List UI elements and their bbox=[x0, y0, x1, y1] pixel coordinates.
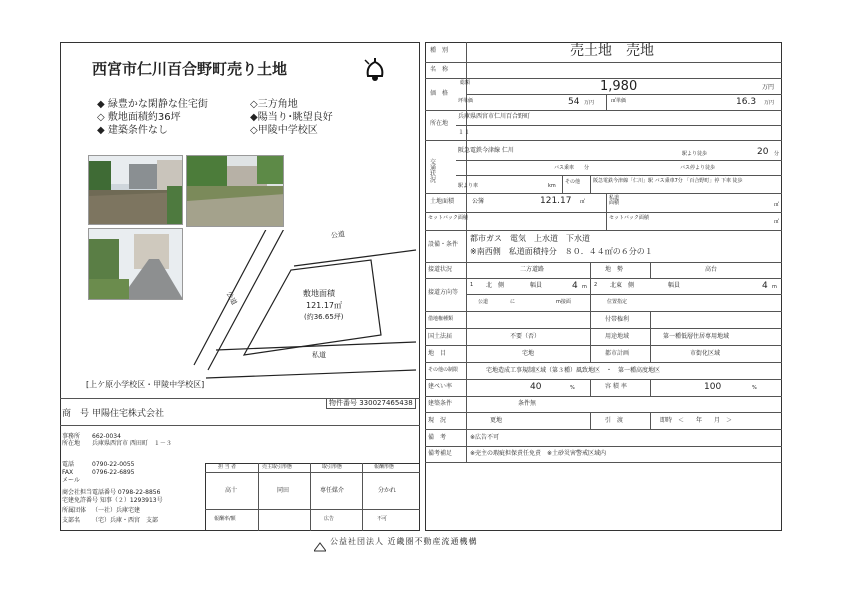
row-label-road-dir: 接道方向等 bbox=[428, 289, 459, 296]
tsubo-unit: 万円 bbox=[584, 100, 595, 106]
page-title: 西宮市仁川百合野町売り土地 bbox=[92, 60, 288, 78]
area-value: 121.17 bbox=[540, 196, 572, 206]
traffic-split bbox=[590, 175, 591, 193]
row-label-land-use: 国土法届 bbox=[428, 333, 453, 340]
coverage-split bbox=[650, 379, 651, 396]
road-label-top: 公道 bbox=[330, 230, 346, 240]
location-inner-rule bbox=[456, 125, 782, 126]
mail-label: メール bbox=[62, 477, 80, 484]
table-rule bbox=[425, 193, 782, 194]
far: 100 bbox=[704, 382, 722, 392]
delivery: 即時 ＜ 年 月 ＞ bbox=[660, 417, 733, 424]
price-unit: 万円 bbox=[762, 84, 775, 91]
company-name-label: 商 号 bbox=[62, 409, 90, 419]
rights-split bbox=[590, 311, 591, 345]
feature-item: ◇三方角地 bbox=[250, 99, 298, 110]
assoc-line: 商会社担当電話番号 0798-22-8856 bbox=[62, 489, 161, 496]
land-use-plan: 不要（否） bbox=[510, 333, 541, 340]
row-label-facility: 設備・条件 bbox=[428, 241, 459, 248]
staff-table bbox=[205, 463, 420, 531]
location-number: １１ bbox=[458, 129, 471, 136]
category-split bbox=[590, 345, 591, 362]
road-1-width: 4 bbox=[572, 281, 578, 291]
staff-bottom-label: 報酬率/額 bbox=[214, 516, 236, 522]
row-label-area: 土地面積 bbox=[430, 198, 455, 205]
staff-table-rule bbox=[362, 463, 363, 531]
office-label: 事務所 bbox=[62, 433, 81, 440]
access-split bbox=[590, 262, 591, 278]
row-label-status: 現 況 bbox=[428, 417, 447, 424]
table-rule bbox=[425, 311, 782, 312]
price-inner-rule bbox=[466, 94, 782, 95]
row-label-kind: 種 別 bbox=[430, 47, 449, 54]
road-2-width: 4 bbox=[762, 281, 768, 291]
row-label-location: 所在地 bbox=[430, 120, 449, 127]
area-unit: ㎡ bbox=[580, 199, 586, 205]
category-split bbox=[650, 345, 651, 362]
table-rule bbox=[425, 110, 782, 111]
feature-item: ◇甲陵中学校区 bbox=[250, 125, 318, 136]
walk-unit: 分 bbox=[774, 151, 780, 157]
road-1-no: 1 bbox=[470, 282, 474, 288]
use-zone: 第一種低層住居専用地域 bbox=[663, 333, 730, 340]
bell-logo-icon bbox=[360, 56, 390, 86]
right-label-col bbox=[466, 42, 467, 462]
feature-item: ◆ 緑豊かな閑静な住宅街 bbox=[97, 99, 208, 110]
table-rule bbox=[425, 278, 782, 279]
city-plan-label: 都市計画 bbox=[605, 350, 630, 357]
row-label-traffic: 交通状況 bbox=[430, 159, 437, 184]
staff-header: 取引形態 bbox=[322, 464, 343, 470]
feature-item: ◇ 敷地面積約36坪 bbox=[97, 112, 181, 123]
branch-label: 支部名 bbox=[62, 517, 81, 524]
feature-item: ◆陽当り･眺望良好 bbox=[250, 112, 333, 123]
status: 更地 bbox=[490, 417, 503, 424]
road-label-left: 公道 bbox=[224, 290, 239, 307]
traffic-inner-rule bbox=[456, 175, 782, 176]
other-text: 阪急電鉄今津線「仁川」駅 バス乗車7分 「百合野町」停 下車 徒歩 bbox=[593, 178, 743, 184]
status-split bbox=[650, 412, 651, 429]
private-road-label: 私道面積 bbox=[609, 195, 620, 206]
staff-bottom-label: 不可 bbox=[377, 516, 388, 522]
staff-bottom-label: 広告 bbox=[324, 516, 335, 522]
price-sub-label: 総額 bbox=[460, 80, 471, 86]
footer-org: 公益社団法人 近畿圏不動産流通機構 bbox=[330, 537, 478, 546]
train-line: 阪急電鉄今津線 仁川 bbox=[458, 147, 514, 154]
category: 宅地 bbox=[522, 350, 535, 357]
table-rule bbox=[425, 262, 782, 263]
tsubo-price: 54 bbox=[568, 97, 580, 107]
rights-label: 付帯権利 bbox=[605, 316, 630, 323]
table-rule bbox=[425, 412, 782, 413]
area-split bbox=[606, 193, 607, 230]
row-label-access: 接道状況 bbox=[428, 266, 453, 273]
map-area-label: 敷地面積 bbox=[303, 289, 335, 298]
footer-logo-icon bbox=[314, 537, 326, 547]
staff-value: 同田 bbox=[277, 487, 290, 494]
staff-value: 分かれ bbox=[378, 487, 397, 494]
table-rule bbox=[425, 429, 782, 430]
notes2: ※売主の瑕疵担保責任免責 ※土砂災害警戒区域内 bbox=[470, 450, 607, 457]
road-2-no: 2 bbox=[594, 282, 598, 288]
facility-line-2: ※南西側 私道面積持分 ８０．４４㎡の６分の１ bbox=[470, 247, 653, 256]
road-contact: m接面 bbox=[556, 299, 571, 305]
tel-label: 電話 bbox=[62, 461, 75, 468]
sqm-label: ㎡単価 bbox=[611, 98, 627, 104]
school-note: [上ケ原小学校区・甲陵中学校区] bbox=[86, 380, 205, 389]
table-rule bbox=[425, 362, 782, 363]
delivery-label: 引 渡 bbox=[605, 417, 624, 424]
table-rule bbox=[425, 379, 782, 380]
access: 二方道路 bbox=[520, 266, 545, 273]
company-divider bbox=[60, 425, 420, 426]
terrain: 高台 bbox=[705, 266, 718, 273]
setback2-unit: ㎡ bbox=[774, 219, 780, 225]
address: 兵庫県西宮市 西田町 １－３ bbox=[92, 440, 172, 447]
position-label: 位置指定 bbox=[607, 299, 628, 305]
row-label-price: 価 格 bbox=[430, 90, 449, 97]
features-col2 bbox=[250, 98, 333, 137]
other-label: その他 bbox=[565, 179, 581, 185]
city-plan: 市街化区域 bbox=[690, 350, 721, 357]
office-postal: 662-0034 bbox=[92, 433, 121, 440]
property-kind: 売土地 売地 bbox=[570, 43, 654, 59]
branch: （宅）兵庫・西宮 支部 bbox=[92, 517, 159, 524]
company-name: 甲陽住宅株式会社 bbox=[92, 409, 165, 419]
price-split bbox=[606, 94, 607, 110]
bus-stop-label: バス停より徒歩 bbox=[680, 165, 716, 171]
staff-header: 売主取引形態 bbox=[262, 464, 293, 470]
station-car-label: 駅より車 bbox=[458, 183, 479, 189]
traffic-inner-rule bbox=[456, 160, 782, 161]
table-rule bbox=[425, 396, 782, 397]
road-2-dir: 北東 側 bbox=[610, 282, 635, 289]
setback2-label: セットバック面積 bbox=[609, 215, 649, 221]
use-zone-label: 用途地域 bbox=[605, 333, 630, 340]
status-split bbox=[590, 412, 591, 429]
photo-road-view bbox=[88, 228, 183, 300]
far-unit: % bbox=[752, 385, 757, 391]
access-split bbox=[650, 262, 651, 278]
road-1-unit: m bbox=[582, 284, 587, 290]
tel: 0790-22-0055 bbox=[92, 461, 135, 468]
table-rule bbox=[425, 140, 782, 141]
build-cond: 条件無 bbox=[518, 400, 537, 407]
sqm-unit: 万円 bbox=[764, 100, 775, 106]
feature-item: ◆ 建築条件なし bbox=[97, 125, 168, 136]
table-rule bbox=[425, 230, 782, 231]
sqm-price: 16.3 bbox=[736, 97, 757, 107]
area-type: 公簿 bbox=[472, 198, 485, 205]
row-label-name: 名 称 bbox=[430, 66, 449, 73]
road-ni: に bbox=[510, 299, 516, 305]
facility-line-1: 都市ガス 電気 上水道 下水道 bbox=[470, 234, 590, 243]
doc-number: 物件番号 330027465438 bbox=[326, 398, 416, 409]
road-2-unit: m bbox=[772, 284, 777, 290]
road-public: 公道 bbox=[478, 299, 489, 305]
traffic-split bbox=[562, 175, 563, 193]
row-label-notes: 備 考 bbox=[428, 434, 447, 441]
coverage-unit: % bbox=[570, 385, 575, 391]
row-label-other-restrictions: その他の制限 bbox=[428, 367, 459, 373]
far-label: 容 積 率 bbox=[605, 383, 627, 390]
table-rule bbox=[425, 62, 782, 63]
walk-label: 駅より徒歩 bbox=[682, 151, 708, 157]
road-inner-rule bbox=[466, 294, 782, 295]
table-rule bbox=[425, 446, 782, 447]
assoc-name-label: 所属団体 bbox=[62, 507, 87, 514]
tsubo-label: 坪単価 bbox=[458, 98, 474, 104]
features-col1 bbox=[97, 98, 208, 137]
road-label-bottom: 私道 bbox=[312, 351, 326, 359]
private-road-unit: ㎡ bbox=[774, 202, 780, 208]
table-rule bbox=[425, 328, 782, 329]
staff-table-rule bbox=[310, 463, 311, 531]
staff-table-rule bbox=[205, 509, 420, 510]
staff-value: 高十 bbox=[225, 487, 238, 494]
row-label-build-cond: 建築条件 bbox=[428, 400, 453, 407]
map-area-tsubo: (約36.65坪) bbox=[304, 313, 344, 321]
terrain-label: 地 勢 bbox=[605, 266, 624, 273]
location: 兵庫県西宮市仁川百合野町 bbox=[458, 113, 531, 120]
rights-split bbox=[650, 311, 651, 345]
other-restrictions: 宅地造成工事規制区域（第３種）風致地区 ・ 第一種高度地区 bbox=[486, 367, 661, 374]
staff-table-rule bbox=[258, 463, 259, 531]
photo-vacant-lot bbox=[186, 155, 284, 227]
road-1-dir: 北 側 bbox=[486, 282, 505, 289]
fax: 0796-22-6895 bbox=[92, 469, 135, 476]
walk-minutes: 20 bbox=[757, 147, 769, 157]
row-label-coverage: 建ぺい率 bbox=[428, 383, 453, 390]
table-rule bbox=[425, 462, 782, 463]
map-area-value: 121.17㎡ bbox=[306, 301, 342, 310]
row-label-notes2: 備考補足 bbox=[428, 450, 453, 457]
assoc-name: （一社）兵庫宅建 bbox=[92, 507, 141, 514]
address-label: 所在地 bbox=[62, 440, 81, 447]
row-label-land-rights: 借地権種類 bbox=[428, 316, 454, 322]
coverage-split bbox=[590, 379, 591, 396]
fax-label: FAX bbox=[62, 469, 74, 476]
staff-table-rule bbox=[205, 472, 420, 473]
price-value: 1,980 bbox=[600, 79, 638, 94]
license-line: 宅建免許番号 知事（２）1293913号 bbox=[62, 497, 163, 504]
setback-label: セットバック面積 bbox=[428, 215, 468, 221]
notes: ※広告不可 bbox=[470, 434, 500, 441]
station-car-unit: km bbox=[548, 183, 556, 189]
table-rule bbox=[425, 345, 782, 346]
staff-value: 専任媒介 bbox=[320, 487, 345, 494]
bus-label: バス乗車 分 bbox=[554, 165, 590, 171]
staff-header: 報酬形態 bbox=[374, 464, 395, 470]
road-1-width-label: 幅員 bbox=[530, 282, 543, 289]
site-map bbox=[186, 230, 420, 380]
photo-street-houses bbox=[88, 155, 183, 225]
road-2-width-label: 幅員 bbox=[668, 282, 681, 289]
table-rule bbox=[425, 212, 782, 213]
row-label-category: 地 目 bbox=[428, 350, 447, 357]
coverage: 40 bbox=[530, 382, 542, 392]
staff-header: 担 当 者 bbox=[218, 464, 237, 470]
